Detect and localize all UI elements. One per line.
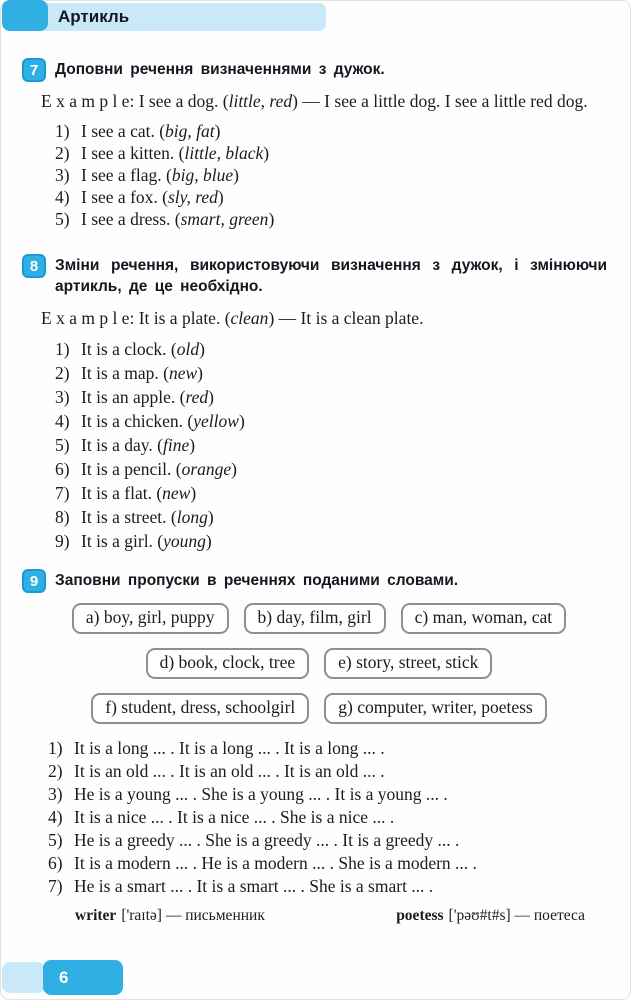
- exercise-8-number-badge: 8: [22, 254, 46, 278]
- list-item: 7) He is a smart ... . It is a smart ... . She is a smart ... .: [48, 876, 434, 896]
- list-item: 2) It is a map. (new): [55, 363, 203, 383]
- word-box-grid: [25, 603, 613, 724]
- word-box-row: [25, 693, 613, 724]
- exercise-9-task: Заповни пропуски в реченнях поданими словами.: [55, 572, 459, 589]
- word-box-a: a) boy, girl, puppy: [72, 603, 229, 634]
- list-item: 3) He is a young ... . She is a young ... . It is a young ... .: [48, 784, 448, 804]
- list-item: 4) I see a fox. (sly, red): [55, 187, 224, 207]
- exercise-8: [0, 255, 631, 553]
- exercise-9: [0, 570, 631, 926]
- word-box-g: g) computer, writer, poetess: [324, 693, 546, 724]
- list-item: 9) It is a girl. (young): [55, 531, 212, 551]
- example-label: E x a m p l e:: [41, 91, 139, 111]
- exercise-8-task: Зміни речення, використовуючи визначення з дужок, і змінюючи артикль, де це необхідно.: [55, 257, 607, 295]
- page-number-badge: [43, 960, 123, 995]
- exercise-7: [0, 59, 631, 230]
- word-box-f: f) student, dress, schoolgirl: [91, 693, 309, 724]
- exercise-7-number-badge: 7: [22, 58, 46, 82]
- page-number: 6: [59, 967, 69, 987]
- list-item: 1) It is a long ... . It is a long ... . It is a long ... .: [48, 738, 385, 758]
- exercise-7-task: Доповни речення визначеннями з дужок.: [55, 61, 385, 78]
- list-item: 5) It is a day. (fine): [55, 435, 196, 455]
- list-item: 3) It is an apple. (red): [55, 387, 214, 407]
- list-item: 6) It is a modern ... . He is a modern ... . She is a modern ... .: [48, 853, 477, 873]
- list-item: 4) It is a chicken. (yellow): [55, 411, 245, 431]
- word-box-d: d) book, clock, tree: [146, 648, 310, 679]
- exercise-7-example: E x a m p l e: I see a dog. (little, red) — I see a little dog. I see a little red dog.: [41, 91, 588, 111]
- list-item: 8) It is a street. (long): [55, 507, 214, 527]
- list-item: 5) I see a dress. (smart, green): [55, 209, 275, 229]
- vocab-entry-writer: writer ['raɪtə] — письменник: [75, 907, 265, 924]
- word-box-row: [25, 648, 613, 679]
- list-item: 3) I see a flag. (big, blue): [55, 165, 239, 185]
- exercise-9-number-badge: 9: [22, 569, 46, 593]
- list-item: 5) He is a greedy ... . She is a greedy ... . It is a greedy ... .: [48, 830, 460, 850]
- vocab-entry-poetess: poetess ['pəʊ#t#s] — поетеса: [396, 907, 585, 924]
- list-item: 2) I see a kitten. (little, black): [55, 143, 270, 163]
- word-box-c: c) man, woman, cat: [401, 603, 567, 634]
- word-box-row: [25, 603, 613, 634]
- list-item: 4) It is a nice ... . It is a nice ... . She is a nice ... .: [48, 807, 395, 827]
- word-box-e: e) story, street, stick: [324, 648, 492, 679]
- word-box-b: b) day, film, girl: [244, 603, 386, 634]
- page-content: [0, 32, 631, 926]
- list-item: 2) It is an old ... . It is an old ... . It is an old ... .: [48, 761, 385, 781]
- chapter-header-bar: [38, 3, 326, 31]
- list-item: 6) It is a pencil. (orange): [55, 459, 237, 479]
- example-label: E x a m p l e:: [41, 308, 139, 328]
- footer-corner-tab: [2, 962, 45, 993]
- exercise-7-items: [55, 120, 613, 230]
- exercise-8-example: E x a m p l e: It is a plate. (clean) — It is a clean plate.: [41, 308, 424, 328]
- header-corner-tab: [2, 0, 48, 31]
- page-title: Артикль: [58, 7, 130, 26]
- list-item: 1) I see a cat. (big, fat): [55, 121, 221, 141]
- vocabulary-row: [75, 905, 613, 926]
- exercise-9-items: [48, 737, 613, 898]
- list-item: 1) It is a clock. (old): [55, 339, 205, 359]
- exercise-8-items: [55, 337, 613, 553]
- list-item: 7) It is a flat. (new): [55, 483, 197, 503]
